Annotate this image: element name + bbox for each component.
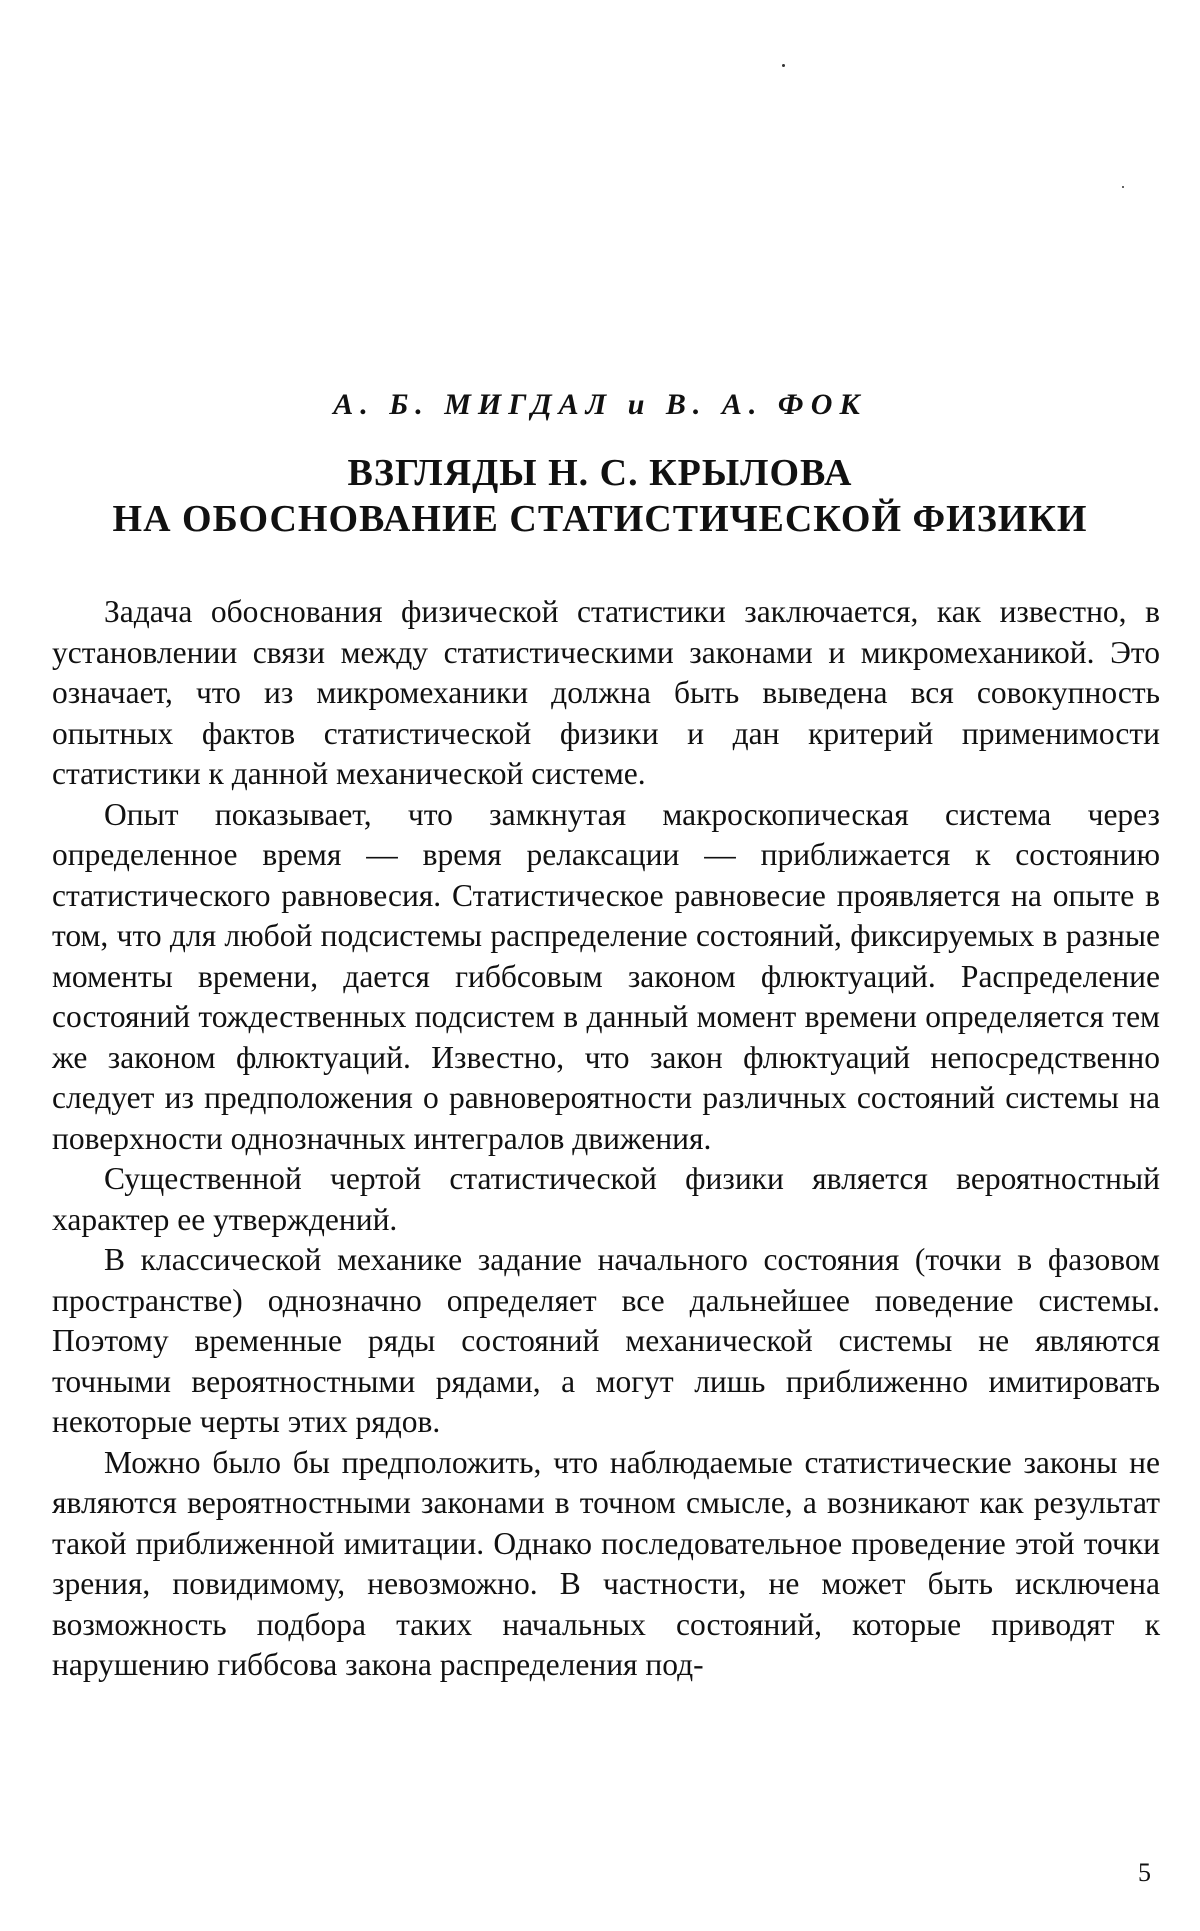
scan-speck <box>1122 186 1124 188</box>
paragraph: В классической механике задание начального состояния (точки в фазовом пространстве) однозначно определяет все дальнейшее поведение системы. Поэтому временные ряды состояний механической системы не являются точными вероятностными рядами, а могут лишь приближенно имитировать некоторые черты этих рядов. <box>52 1242 1160 1439</box>
article-authors: А. Б. МИГДАЛ и В. А. ФОК <box>333 388 867 421</box>
page-number: 5 <box>1138 1858 1151 1887</box>
scan-speck <box>782 64 785 67</box>
article-title-line-2: НА ОБОСНОВАНИЕ СТАТИСТИЧЕСКОЙ ФИЗИКИ <box>112 498 1088 540</box>
paragraph: Опыт показывает, что замкнутая макроскопическая система через определенное время — время релаксации — приближается к состоянию статистического равновесия. Статистическое равновесие проявляется на опыте в том, что для любой подсистемы распределение состояний, фиксируемых в разные моменты времени, дается гиббсовым законом флюктуаций. Распределение состояний тождественных подсистем в данный момент времени определяется тем же законом флюктуаций. Известно, что закон флюктуаций непосредственно следует из предположения о равновероятности различных состояний системы на поверхности однозначных интегралов движения. <box>52 796 1160 1156</box>
paragraph: Существенной чертой статистической физики является вероятностный характер ее утверждений. <box>52 1161 1160 1237</box>
paragraph: Задача обоснования физической статистики заключается, как известно, в установлении связи между статистическими законами и микромеханикой. Это означает, что из микромеханики должна быть выведена вся совокупность опытных фактов статистической физики и дан критерий применимости статистики к данной механической системе. <box>52 594 1160 791</box>
article-title-line-1: ВЗГЛЯДЫ Н. С. КРЫЛОВА <box>347 452 853 494</box>
paragraph: Можно было бы предположить, что наблюдаемые статистические законы не являются вероятностными законами в точном смысле, а возникают как результат такой приближенной имитации. Однако последовательное проведение этой точки зрения, повидимому, невозможно. В частности, не может быть исключена возможность подбора таких начальных состояний, которые приводят к нарушению гиббсова закона распределения под- <box>52 1444 1160 1682</box>
article-title <box>0 450 1200 542</box>
article-body <box>52 592 1160 1686</box>
